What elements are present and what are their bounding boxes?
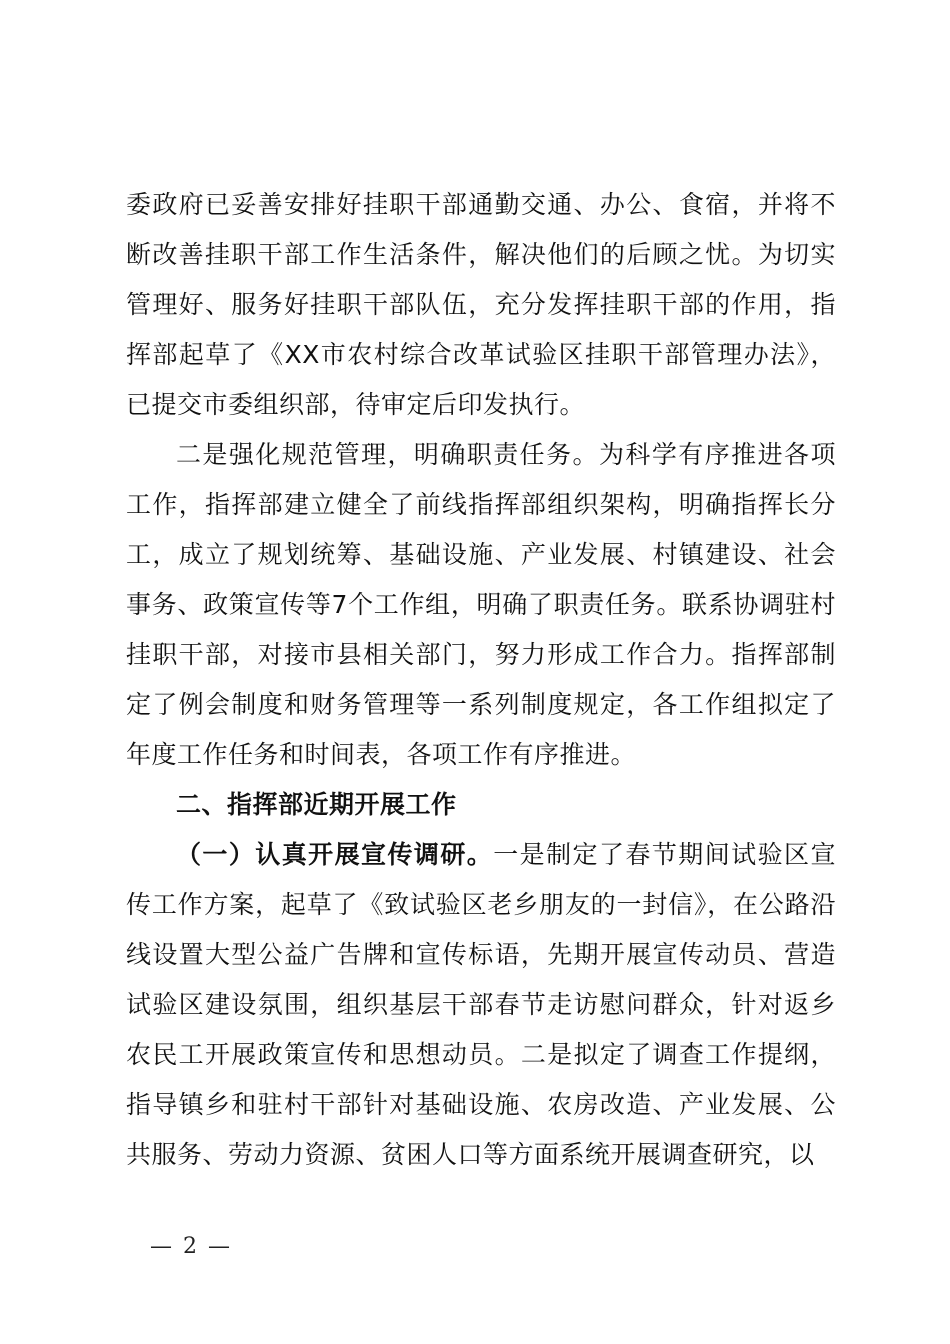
paragraph-publicity-research xyxy=(126,830,836,1180)
document-body xyxy=(126,180,836,1180)
paragraph-management: 二是强化规范管理，明确职责任务。为科学有序推进各项工作，指挥部建立健全了前线指挥部组织架构，明确指挥长分工，成立了规划统筹、基础设施、产业发展、村镇建设、社会事务、政策宣传等7个工作组，明确了职责任务。联系协调驻村挂职干部，对接市县相关部门，努力形成工作合力。指挥部制定了例会制度和财务管理等一系列制度规定，各工作组拟定了年度工作任务和时间表，各项工作有序推进。 xyxy=(126,440,836,769)
page-number: — 2 — xyxy=(150,1234,232,1259)
section-heading: 二、指挥部近期开展工作 xyxy=(176,790,457,819)
paragraph-continuation: 委政府已妥善安排好挂职干部通勤交通、办公、食宿，并将不断改善挂职干部工作生活条件，解决他们的后顾之忧。为切实管理好、服务好挂职干部队伍，充分发挥挂职干部的作用，指挥部起草了《XX市农村综合改革试验区挂职干部管理办法》，已提交市委组织部，待审定后印发执行。 xyxy=(126,190,836,419)
subsection-heading: （一）认真开展宣传调研。 xyxy=(176,840,494,869)
paragraph-publicity-body: 一是制定了春节期间试验区宣传工作方案，起草了《致试验区老乡朋友的一封信》，在公路沿线设置大型公益广告牌和宣传标语，先期开展宣传动员、营造试验区建设氛围，组织基层干部春节走访慰问群众，针对返乡农民工开展政策宣传和思想动员。二是拟定了调查工作提纲，指导镇乡和驻村干部针对基础设施、农房改造、产业发展、公共服务、劳动力资源、贫困人口等方面系统开展调查研究，以 xyxy=(126,840,836,1169)
